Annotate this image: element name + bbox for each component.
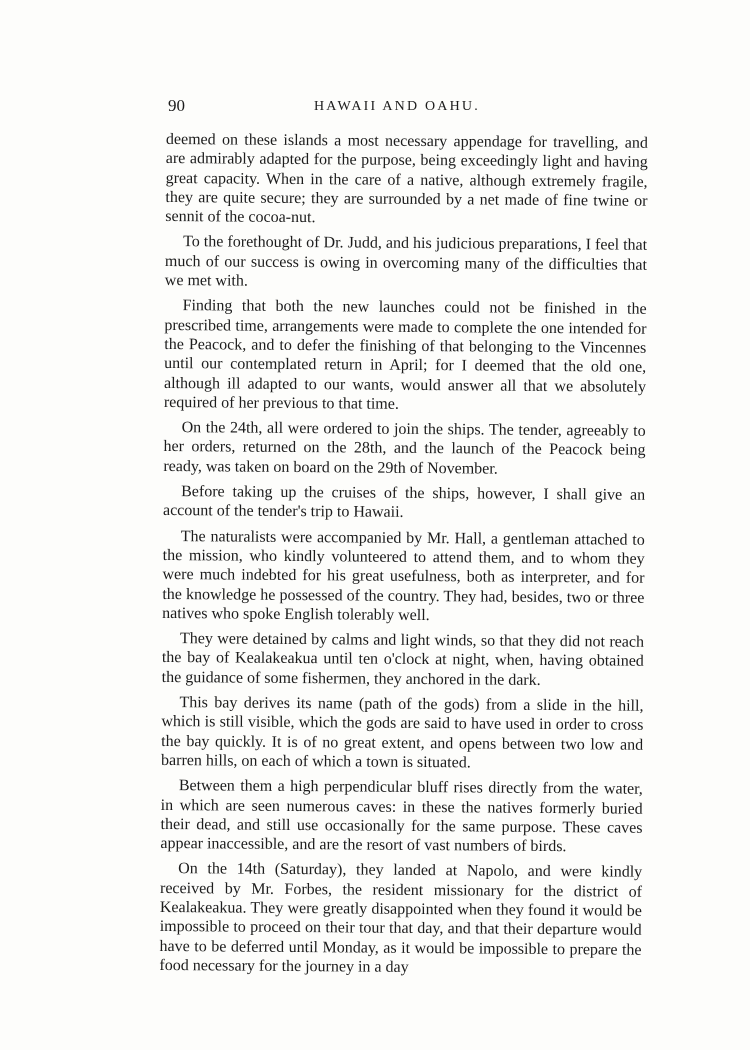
paragraph: On the 24th, all were ordered to join the ships. The tender, agreeably to her orders, returned on the 28th, and the launch of the Peacock being ready, was taken on board on the 29th of November. bbox=[163, 419, 646, 478]
paragraph: The naturalists were accompanied by Mr. Hall, a gentleman attached to the mission, who kindly volunteered to attend them, and to whom they were much indebted for his great usefulness, both as interpreter, and for the knowledge he possessed of the country. They had, besides, two or three natives who spoke English tolerably well. bbox=[162, 527, 645, 624]
running-title: HAWAII AND OAHU. bbox=[314, 99, 480, 114]
paragraph: Before taking up the cruises of the ships, however, I shall give an account of the tender's trip to Hawaii. bbox=[162, 483, 646, 522]
paragraph: They were detained by calms and light winds, so that they did not reach the bay of Kealakeakua until ten o'clock at night, when, having obtained the guidance of some fishermen, they anchored in the dark. bbox=[161, 630, 645, 689]
paragraph: On the 14th (Saturday), they landed at Napolo, and were kindly received by Mr. Forbes, the resident missionary for the district of Kealakeakua. They were greatly disappointed when they found it would be impossible to proceed on their tour that day, and that their departure would have to be deferred until Monday, as it would be impossible to prepare the food necessary for the journey in a day bbox=[159, 860, 643, 976]
paragraph: This bay derives its name (path of the gods) from a slide in the hill, which is still visible, which the gods are said to have used in order to cross the bay quickly. It is of no great extent, and opens between two low and barren hills, on each of which a town is situated. bbox=[160, 694, 644, 772]
paragraph: Finding that both the new launches could not be finished in the prescribed time, arrangements were made to complete the one intended for the Peacock, and to defer the finishing of that belonging to the Vincennes until our contemplated return in April; for I deemed that the old one, although ill adapted to our wants, would answer all that we absolutely required of her previous to that time. bbox=[163, 297, 647, 413]
paragraph: To the forethought of Dr. Judd, and his judicious preparations, I feel that much of our success is owing in overcoming many of the difficulties that we met with. bbox=[164, 233, 648, 290]
page-number: 90 bbox=[168, 96, 185, 115]
body-text bbox=[159, 130, 648, 985]
paragraph: Between them a high perpendicular bluff rises directly from the water, in which are seen numerous caves: in these the natives formerly buried their dead, and still use occasionally for the same purpose. These caves appear inaccessible, and are the resort of vast numbers of birds. bbox=[160, 777, 643, 856]
paragraph-continuation: deemed on these islands a most necessary appendage for travelling, and are admirably adapted for the purpose, being exceedingly light and having great capacity. When in the care of a native, although extremely fragile, they are quite secure; they are surrounded by a net made of fine twine or sennit of the cocoa-nut. bbox=[165, 130, 648, 227]
page-header bbox=[168, 96, 646, 118]
